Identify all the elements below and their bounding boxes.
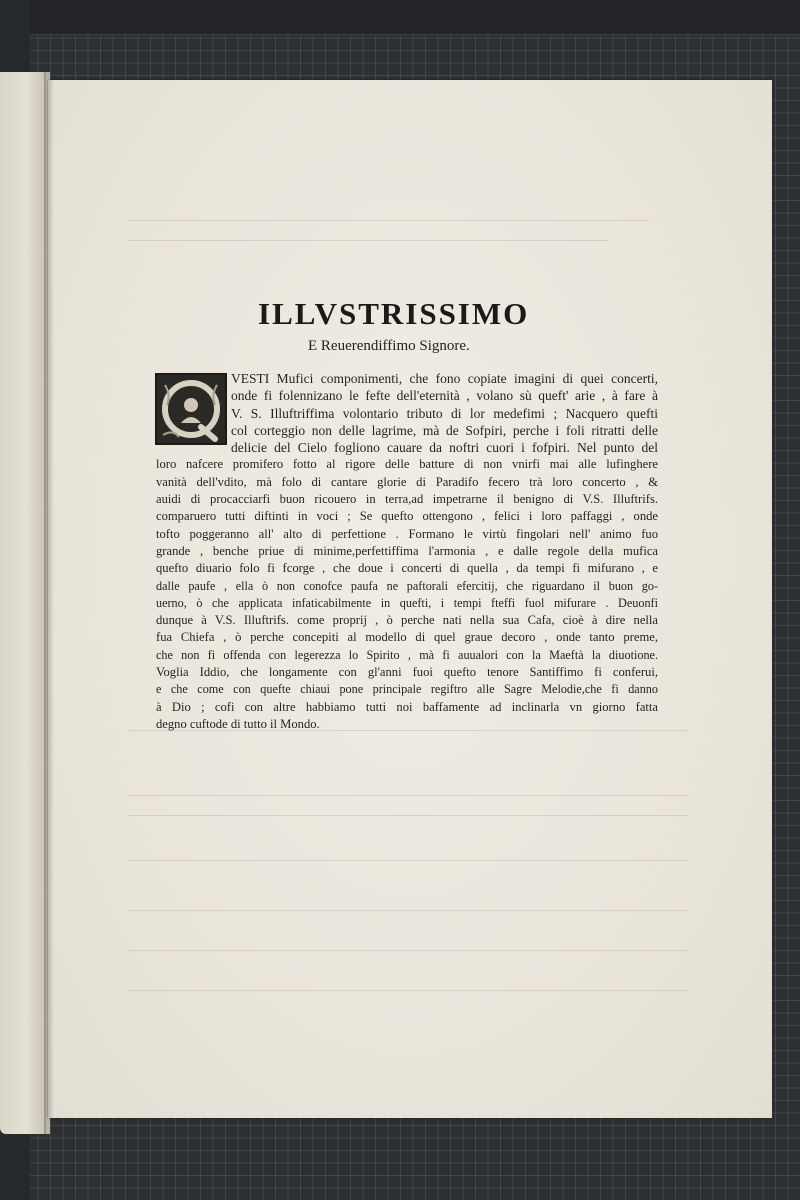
mat-top-strip xyxy=(0,0,800,35)
text-line: V. S. Illuftriffima volontario tributo di lor medefimi ; Nacquero quefti xyxy=(231,405,658,421)
text-line: delicie del Cielo fogliono cauare da noftri cuori i fofpiri. Nel punto del xyxy=(231,440,658,456)
show-through-line xyxy=(128,795,688,796)
show-through-line xyxy=(128,815,688,816)
text-line: e che come con quefte chiaui pone principale regiftro alle Sagre Melodie,che fi danno xyxy=(156,682,658,697)
gutter-shadow xyxy=(48,80,54,1118)
text-line: grande , benche priue di minime,perfettiffima l'armonia , e dalle regole della mufica xyxy=(156,543,658,558)
show-through-line xyxy=(128,950,688,951)
text-line: uerno, ò che applicata infaticabilmente in quefti, i tempi fteffi fuol mifurare . Deuonfi xyxy=(156,595,658,610)
text-line: vanità dell'vdito, mà folo di cantare glorie di Paradifo fecero trà loro concerto , & xyxy=(156,474,658,489)
text-line: Voglia Iddio, che longamente con gl'anni fuoi quefto tenore Santiffimo fi conferui, xyxy=(156,665,658,680)
text-line: col corteggio non delle lagrime, mà de Sofpiri, perche i foli ritratti delle xyxy=(231,422,658,438)
text-line: quefto diuario folo fi fcorge , che doue i concerti di quella , da tempi fi mifurano , e xyxy=(156,561,658,576)
text-line: dunque à V.S. Illuftrifs. come proprij , ò perche nati nella sua Cafa, cioè à dire nella xyxy=(156,613,658,628)
show-through-line xyxy=(128,240,608,241)
text-line: à Dio ; cofi con altre habbiamo tutti noi baffamente ad inclinarla vn giorno fatta xyxy=(156,699,658,714)
text-line: auidi di procacciarfi buon ricouero in terra,ad impetrarne il benigno di V.S. Illuftrifs. xyxy=(156,492,658,507)
text-line: onde fi folennizano le fefte dell'eternità , volano sù queft' arie , à fare à xyxy=(231,388,658,404)
text-line: fua Chiefa , ò perche concepiti al modello di quel graue decoro , onde tanto preme, xyxy=(156,630,658,645)
previous-page-leaf xyxy=(0,72,46,1134)
show-through-line xyxy=(128,910,688,911)
show-through-line xyxy=(128,860,688,861)
text-line: loro nafcere promifero fotto al rigore delle batture di non vnirfi mai alle lufinghere xyxy=(156,457,658,472)
text-line: degno cuftode di tutto il Mondo. xyxy=(156,716,320,731)
text-line: che non fi offenda con legerezza lo Spirito , mà fi auualori con la Maeftà la diuotione. xyxy=(156,647,658,662)
text-line: tofto poggeranno all' alto di perfettione . Formano le virtù fingolari nell' animo fuo xyxy=(156,526,658,541)
show-through-line xyxy=(128,220,648,221)
page-subtitle: E Reuerendiffimo Signore. xyxy=(308,338,470,354)
text-line: dalle paufe , ella ò non conofce paufa ne paftorali efercitij, che riguardano il buon go- xyxy=(156,578,658,593)
dedication-text xyxy=(156,370,658,733)
page-title: ILLVSTRISSIMO xyxy=(258,296,530,331)
document-page xyxy=(48,80,772,1118)
text-line: VESTI Mufici componimenti, che fono copiate imagini di quei concerti, xyxy=(231,371,658,386)
show-through-line xyxy=(128,990,688,991)
text-line: comparuero tutti diftinti in voci ; Se quefto ottengono , felici i loro paffaggi , onde xyxy=(156,509,658,524)
